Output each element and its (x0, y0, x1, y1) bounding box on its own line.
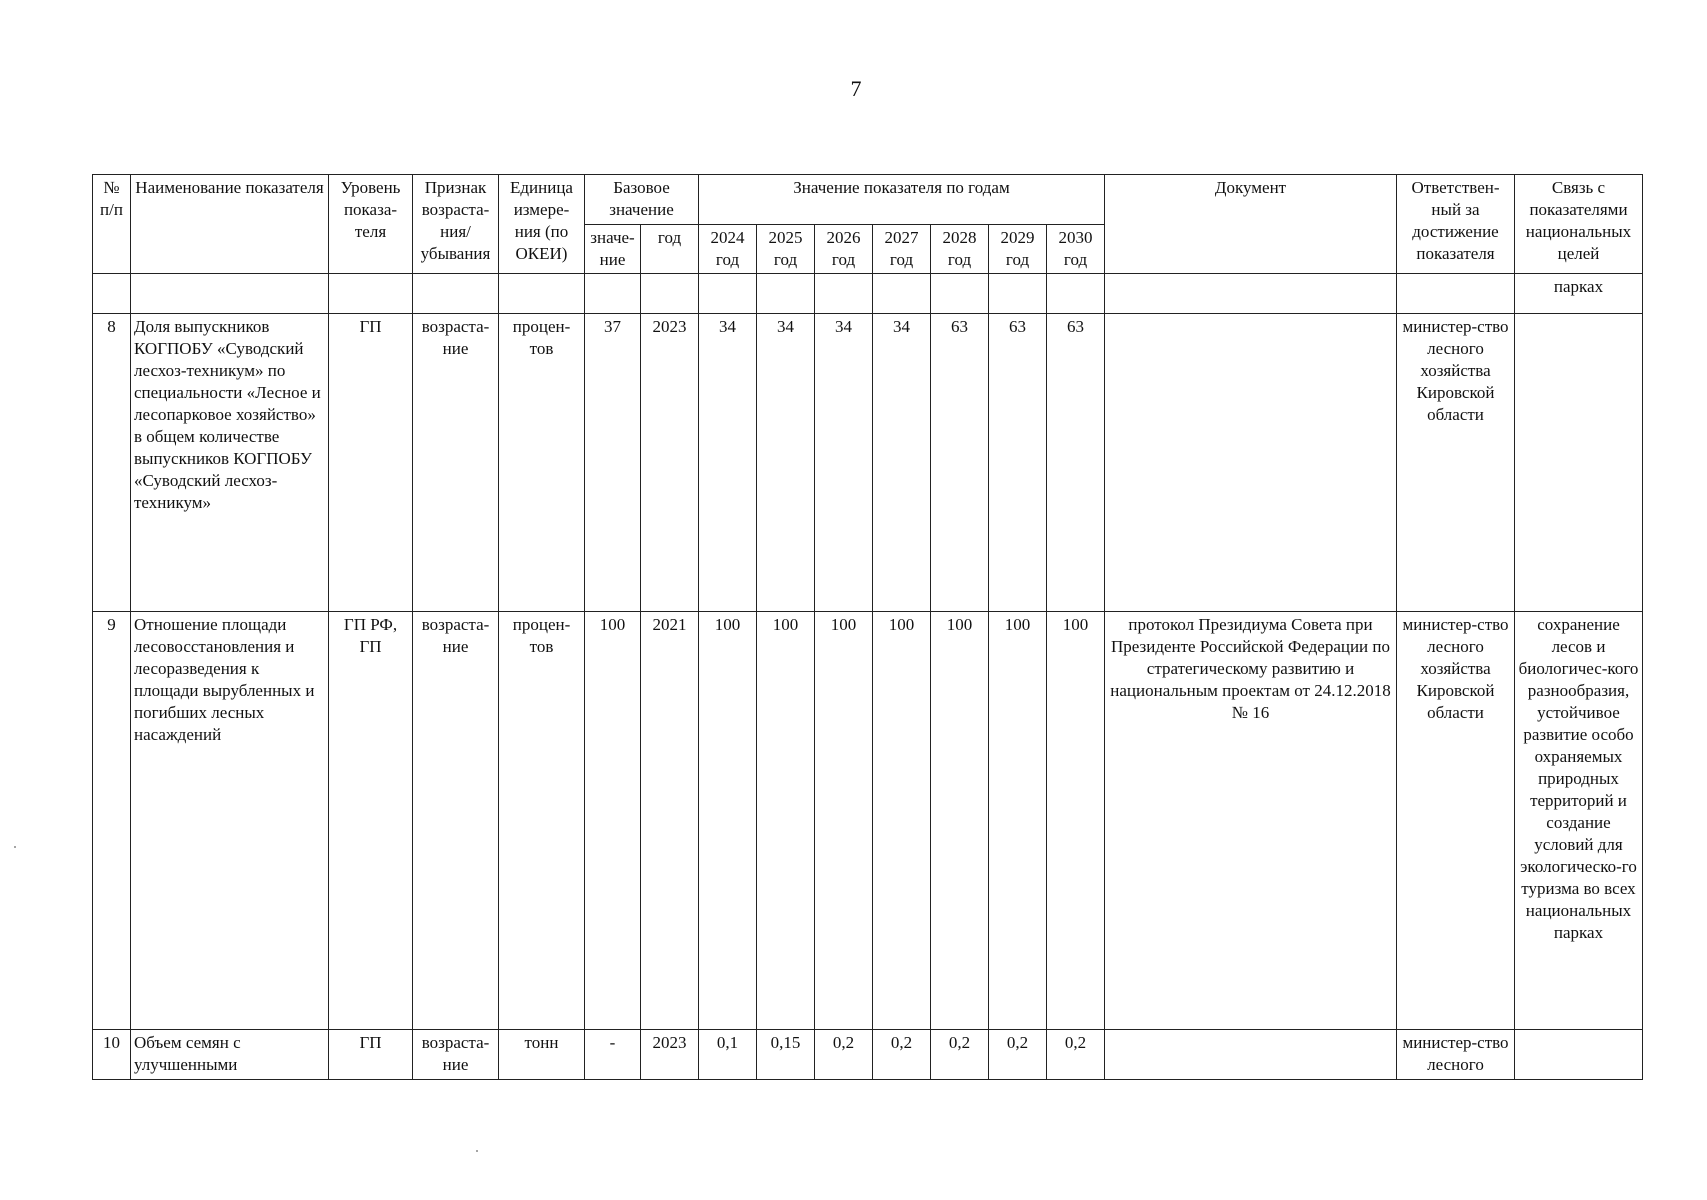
table-cell (931, 274, 989, 314)
row-value-2027: 100 (873, 612, 931, 1030)
header-year-2029: 2029 год (989, 225, 1047, 274)
table-cell (757, 274, 815, 314)
row-num: 10 (93, 1030, 131, 1080)
header-year-2028: 2028 год (931, 225, 989, 274)
row-value-2030: 100 (1047, 612, 1105, 1030)
scan-speck (476, 1150, 478, 1152)
row-name: Доля выпускников КОГПОБУ «Суводский лесхоз-техникум» по специальности «Лесное и лесопарковое хозяйство» в общем количестве выпускников КОГПОБУ «Суводский лесхоз-техникум» (131, 314, 329, 612)
table-cell (1105, 274, 1397, 314)
table-cell (641, 274, 699, 314)
row-link: сохранение лесов и биологичес-кого разнообразия, устойчивое развитие особо охраняемых природных территорий и создание условий для экологическо-го туризма во всех национальных парках (1515, 612, 1643, 1030)
header-level: Уровень показа-теля (329, 175, 413, 274)
table-cell (93, 274, 131, 314)
table-cell (329, 274, 413, 314)
row-value-2028: 63 (931, 314, 989, 612)
row-base-value: - (585, 1030, 641, 1080)
row-value-2024: 0,1 (699, 1030, 757, 1080)
continuation-link-cell: парках (1515, 274, 1643, 314)
row-value-2026: 0,2 (815, 1030, 873, 1080)
row-unit: тонн (499, 1030, 585, 1080)
row-value-2028: 100 (931, 612, 989, 1030)
row-responsible: министер-ство лесного хозяйства Кировской области (1397, 612, 1515, 1030)
header-link: Связь с показателями национальных целей (1515, 175, 1643, 274)
row-responsible: министер-ство лесного (1397, 1030, 1515, 1080)
table-cell (989, 274, 1047, 314)
header-base-year: год (641, 225, 699, 274)
header-num: № п/п (93, 175, 131, 274)
row-level: ГП РФ, ГП (329, 612, 413, 1030)
continuation-row (93, 274, 1643, 314)
row-base-value: 37 (585, 314, 641, 612)
row-value-2024: 100 (699, 612, 757, 1030)
header-year-2026: 2026 год (815, 225, 873, 274)
table-cell (873, 274, 931, 314)
table-cell (1047, 274, 1105, 314)
header-document: Документ (1105, 175, 1397, 274)
row-document (1105, 314, 1397, 612)
row-base-year: 2023 (641, 314, 699, 612)
table-row (93, 314, 1643, 612)
header-unit: Единица измере-ния (по ОКЕИ) (499, 175, 585, 274)
row-value-2026: 100 (815, 612, 873, 1030)
indicators-table (92, 174, 1643, 1080)
row-responsible: министер-ство лесного хозяйства Кировской области (1397, 314, 1515, 612)
row-unit: процен-тов (499, 314, 585, 612)
row-link (1515, 1030, 1643, 1080)
row-value-2025: 0,15 (757, 1030, 815, 1080)
row-value-2030: 63 (1047, 314, 1105, 612)
row-link (1515, 314, 1643, 612)
row-base-value: 100 (585, 612, 641, 1030)
header-year-2030: 2030 год (1047, 225, 1105, 274)
table-cell (499, 274, 585, 314)
row-sign: возраста-ние (413, 314, 499, 612)
row-value-2030: 0,2 (1047, 1030, 1105, 1080)
scan-speck (14, 846, 16, 848)
row-value-2029: 63 (989, 314, 1047, 612)
row-value-2029: 100 (989, 612, 1047, 1030)
header-year-2024: 2024 год (699, 225, 757, 274)
page-number: 7 (850, 76, 862, 101)
row-num: 8 (93, 314, 131, 612)
header-year-2027: 2027 год (873, 225, 931, 274)
row-value-2028: 0,2 (931, 1030, 989, 1080)
row-value-2026: 34 (815, 314, 873, 612)
table-cell (1397, 274, 1515, 314)
row-name: Отношение площади лесовосстановления и лесоразведения к площади вырубленных и погибших лесных насаждений (131, 612, 329, 1030)
header-base-group: Базовое значение (585, 175, 699, 225)
header-year-2025: 2025 год (757, 225, 815, 274)
row-unit: процен-тов (499, 612, 585, 1030)
row-value-2025: 34 (757, 314, 815, 612)
row-value-2027: 0,2 (873, 1030, 931, 1080)
row-value-2027: 34 (873, 314, 931, 612)
table-cell (585, 274, 641, 314)
row-document: протокол Президиума Совета при Президенте Российской Федерации по стратегическому развитию и национальным проектам от 24.12.2018 № 16 (1105, 612, 1397, 1030)
row-sign: возраста-ние (413, 612, 499, 1030)
row-base-year: 2023 (641, 1030, 699, 1080)
row-base-year: 2021 (641, 612, 699, 1030)
header-sign: Признак возраста-ния/ убывания (413, 175, 499, 274)
table-cell (815, 274, 873, 314)
row-value-2029: 0,2 (989, 1030, 1047, 1080)
table-cell (699, 274, 757, 314)
header-responsible: Ответствен-ный за достижение показателя (1397, 175, 1515, 274)
header-row-1 (93, 175, 1643, 225)
row-document (1105, 1030, 1397, 1080)
row-num: 9 (93, 612, 131, 1030)
row-value-2025: 100 (757, 612, 815, 1030)
header-base-value: значе-ние (585, 225, 641, 274)
row-level: ГП (329, 1030, 413, 1080)
table-cell (413, 274, 499, 314)
table-row (93, 1030, 1643, 1080)
header-name: Наименование показателя (131, 175, 329, 274)
row-sign: возраста-ние (413, 1030, 499, 1080)
header-years-group: Значение показателя по годам (699, 175, 1105, 225)
table-row (93, 612, 1643, 1030)
row-level: ГП (329, 314, 413, 612)
row-value-2024: 34 (699, 314, 757, 612)
row-name: Объем семян с улучшенными (131, 1030, 329, 1080)
table-cell (131, 274, 329, 314)
